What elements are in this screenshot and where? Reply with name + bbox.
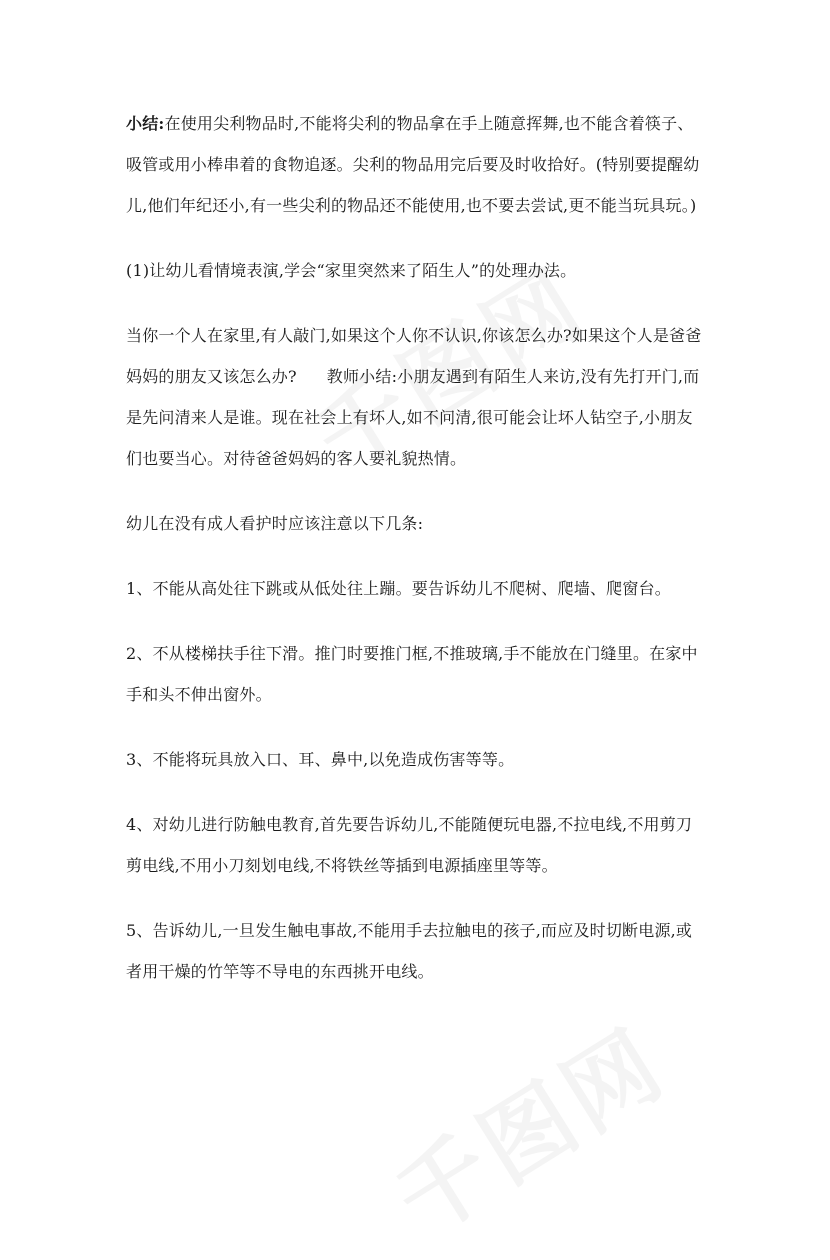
section-heading: (1)让幼儿看情境表演,学会“家里突然来了陌生人”的处理办法。 <box>126 261 577 280</box>
question-paragraph <box>126 315 706 479</box>
rule-item-4: 4、对幼儿进行防触电教育,首先要告诉幼儿,不能随便玩电器,不拉电线,不用剪刀剪电线,不用小刀刻划电线,不将铁丝等插到电源插座里等等。 <box>126 815 693 875</box>
question-text: 当你一个人在家里,有人敲门,如果这个人你不认识,你该怎么办?如果这个人是爸爸妈妈的朋友又该怎么办? <box>126 326 702 386</box>
summary-label: 小结: <box>126 114 165 133</box>
summary-text: 在使用尖利物品时,不能将尖利的物品拿在手上随意挥舞,也不能含着筷子、吸管或用小棒串着的食物追逐。尖利的物品用完后要及时收拾好。(特别要提醒幼儿,他们年纪还小,有一些尖利的物品还不能使用,也不要去尝试,更不能当玩具玩。) <box>126 114 700 215</box>
rule-item-5: 5、告诉幼儿,一旦发生触电事故,不能用手去拉触电的孩子,而应及时切断电源,或者用干燥的竹竿等不导电的东西挑开电线。 <box>126 921 693 981</box>
rule-item-2: 2、不从楼梯扶手往下滑。推门时要推门框,不推玻璃,手不能放在门缝里。在家中手和头不伸出窗外。 <box>126 644 698 704</box>
rule-item-1: 1、不能从高处往下跳或从低处往上蹦。要告诉幼儿不爬树、爬墙、爬窗台。 <box>126 579 671 598</box>
teacher-summary: 教师小结:小朋友遇到有陌生人来访,没有先打开门,而是先问清来人是谁。现在社会上有坏人,如不问清,很可能会让坏人钻空子,小朋友们也要当心。对待爸爸妈妈的客人要礼貌热情。 <box>126 367 700 468</box>
document-body <box>126 103 706 1016</box>
rule-item-3: 3、不能将玩具放入口、耳、鼻中,以免造成伤害等等。 <box>126 750 515 769</box>
rules-intro: 幼儿在没有成人看护时应该注意以下几条: <box>126 514 424 533</box>
summary-paragraph <box>126 103 706 226</box>
watermark-bottom <box>367 992 686 1260</box>
